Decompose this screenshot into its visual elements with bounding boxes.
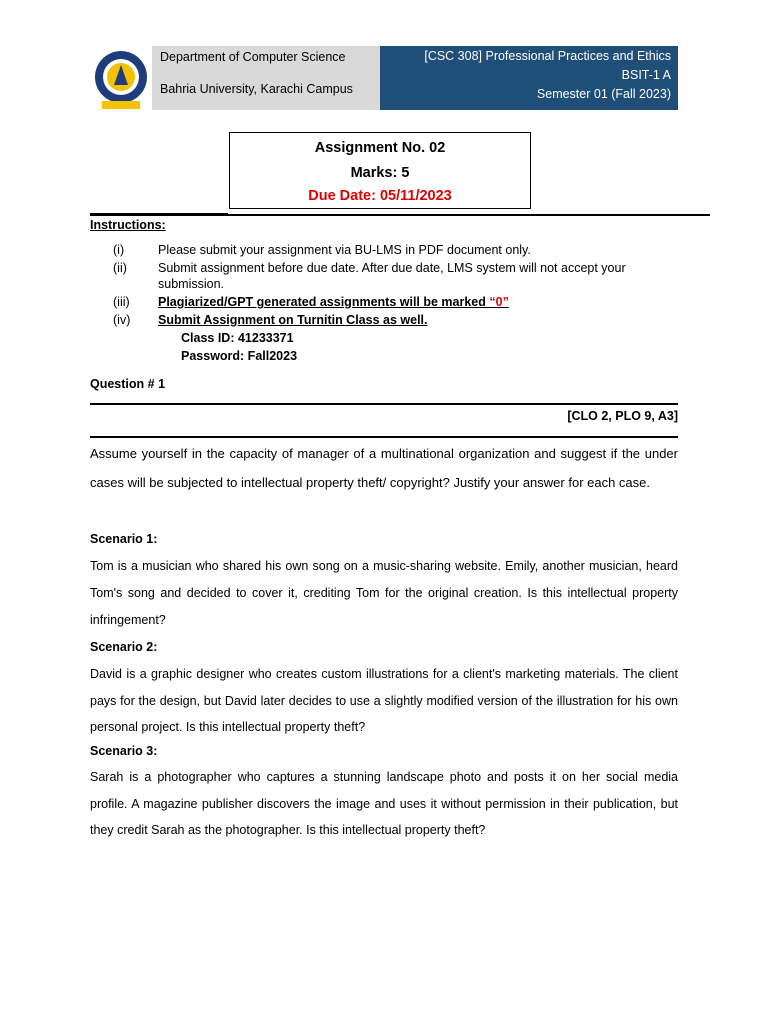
question-divider-bottom xyxy=(90,436,678,438)
turnitin-class-id: Class ID: 41233371 xyxy=(181,331,294,345)
assignment-marks: Marks: 5 xyxy=(350,165,410,181)
scenario-title: Scenario 3: xyxy=(90,744,158,758)
instruction-text: Submit Assignment on Turnitin Class as well. xyxy=(158,313,428,327)
course-header xyxy=(380,46,678,110)
question-prompt: Assume yourself in the capacity of manager of a multinational organization and suggest if the under cases will be subjected to intellectual property theft/ copyright? Justify your answer for each case. xyxy=(90,446,678,490)
question-divider-top xyxy=(90,403,678,405)
assignment-due-date: Due Date: 05/11/2023 xyxy=(308,188,452,204)
instruction-text: Please submit your assignment via BU-LMS in PDF document only. xyxy=(158,243,531,257)
instruction-text-main: Plagiarized/GPT generated assignments will be marked xyxy=(158,295,490,309)
zero-marks-highlight: “0” xyxy=(489,295,509,309)
department-header xyxy=(152,46,380,110)
university-logo xyxy=(92,47,150,113)
course-title: [CSC 308] Professional Practices and Ethics xyxy=(424,49,671,63)
semester-label: Semester 01 (Fall 2023) xyxy=(536,87,671,101)
scenario-title: Scenario 1: xyxy=(90,532,158,546)
assignment-info-box xyxy=(229,132,531,209)
scenario-text: David is a graphic designer who creates custom illustrations for a client's marketing materials. The client pays for the design, but David later decides to use a slightly modified version of the illustration for his own personal project. Is this intellectual property theft? xyxy=(90,667,678,734)
scenario-text: Sarah is a photographer who captures a stunning landscape photo and posts it on her social media profile. A magazine publisher discovers the image and uses it without permission in their publication, but they credit Sarah as the photographer. Is this intellectual property theft? xyxy=(90,770,678,837)
instruction-text: Submit assignment before due date. After due date, LMS system will not accept your xyxy=(158,261,626,275)
instruction-number: (iii) xyxy=(113,295,130,309)
instructions-heading: Instructions: xyxy=(90,218,166,232)
clo-plo-tag: [CLO 2, PLO 9, A3] xyxy=(567,409,678,423)
instruction-number: (iv) xyxy=(113,313,131,327)
program-name: BSIT-1 A xyxy=(621,68,671,82)
instruction-text-continued: submission. xyxy=(158,277,224,291)
instruction-number: (i) xyxy=(113,243,125,257)
question-label: Question # 1 xyxy=(90,377,166,391)
department-name: Department of Computer Science xyxy=(160,50,346,64)
campus-name: Bahria University, Karachi Campus xyxy=(160,82,353,96)
instruction-number: (ii) xyxy=(113,261,127,275)
divider xyxy=(90,214,710,216)
scenario-title: Scenario 2: xyxy=(90,640,158,654)
instruction-text xyxy=(158,295,509,309)
turnitin-password: Password: Fall2023 xyxy=(181,349,298,363)
scenario-text: Tom is a musician who shared his own song on a music-sharing website. Emily, another musician, heard Tom's song and decided to cover it, crediting Tom for the original creation. Is this intellectual property infringement? xyxy=(90,559,678,627)
assignment-title: Assignment No. 02 xyxy=(314,140,446,156)
